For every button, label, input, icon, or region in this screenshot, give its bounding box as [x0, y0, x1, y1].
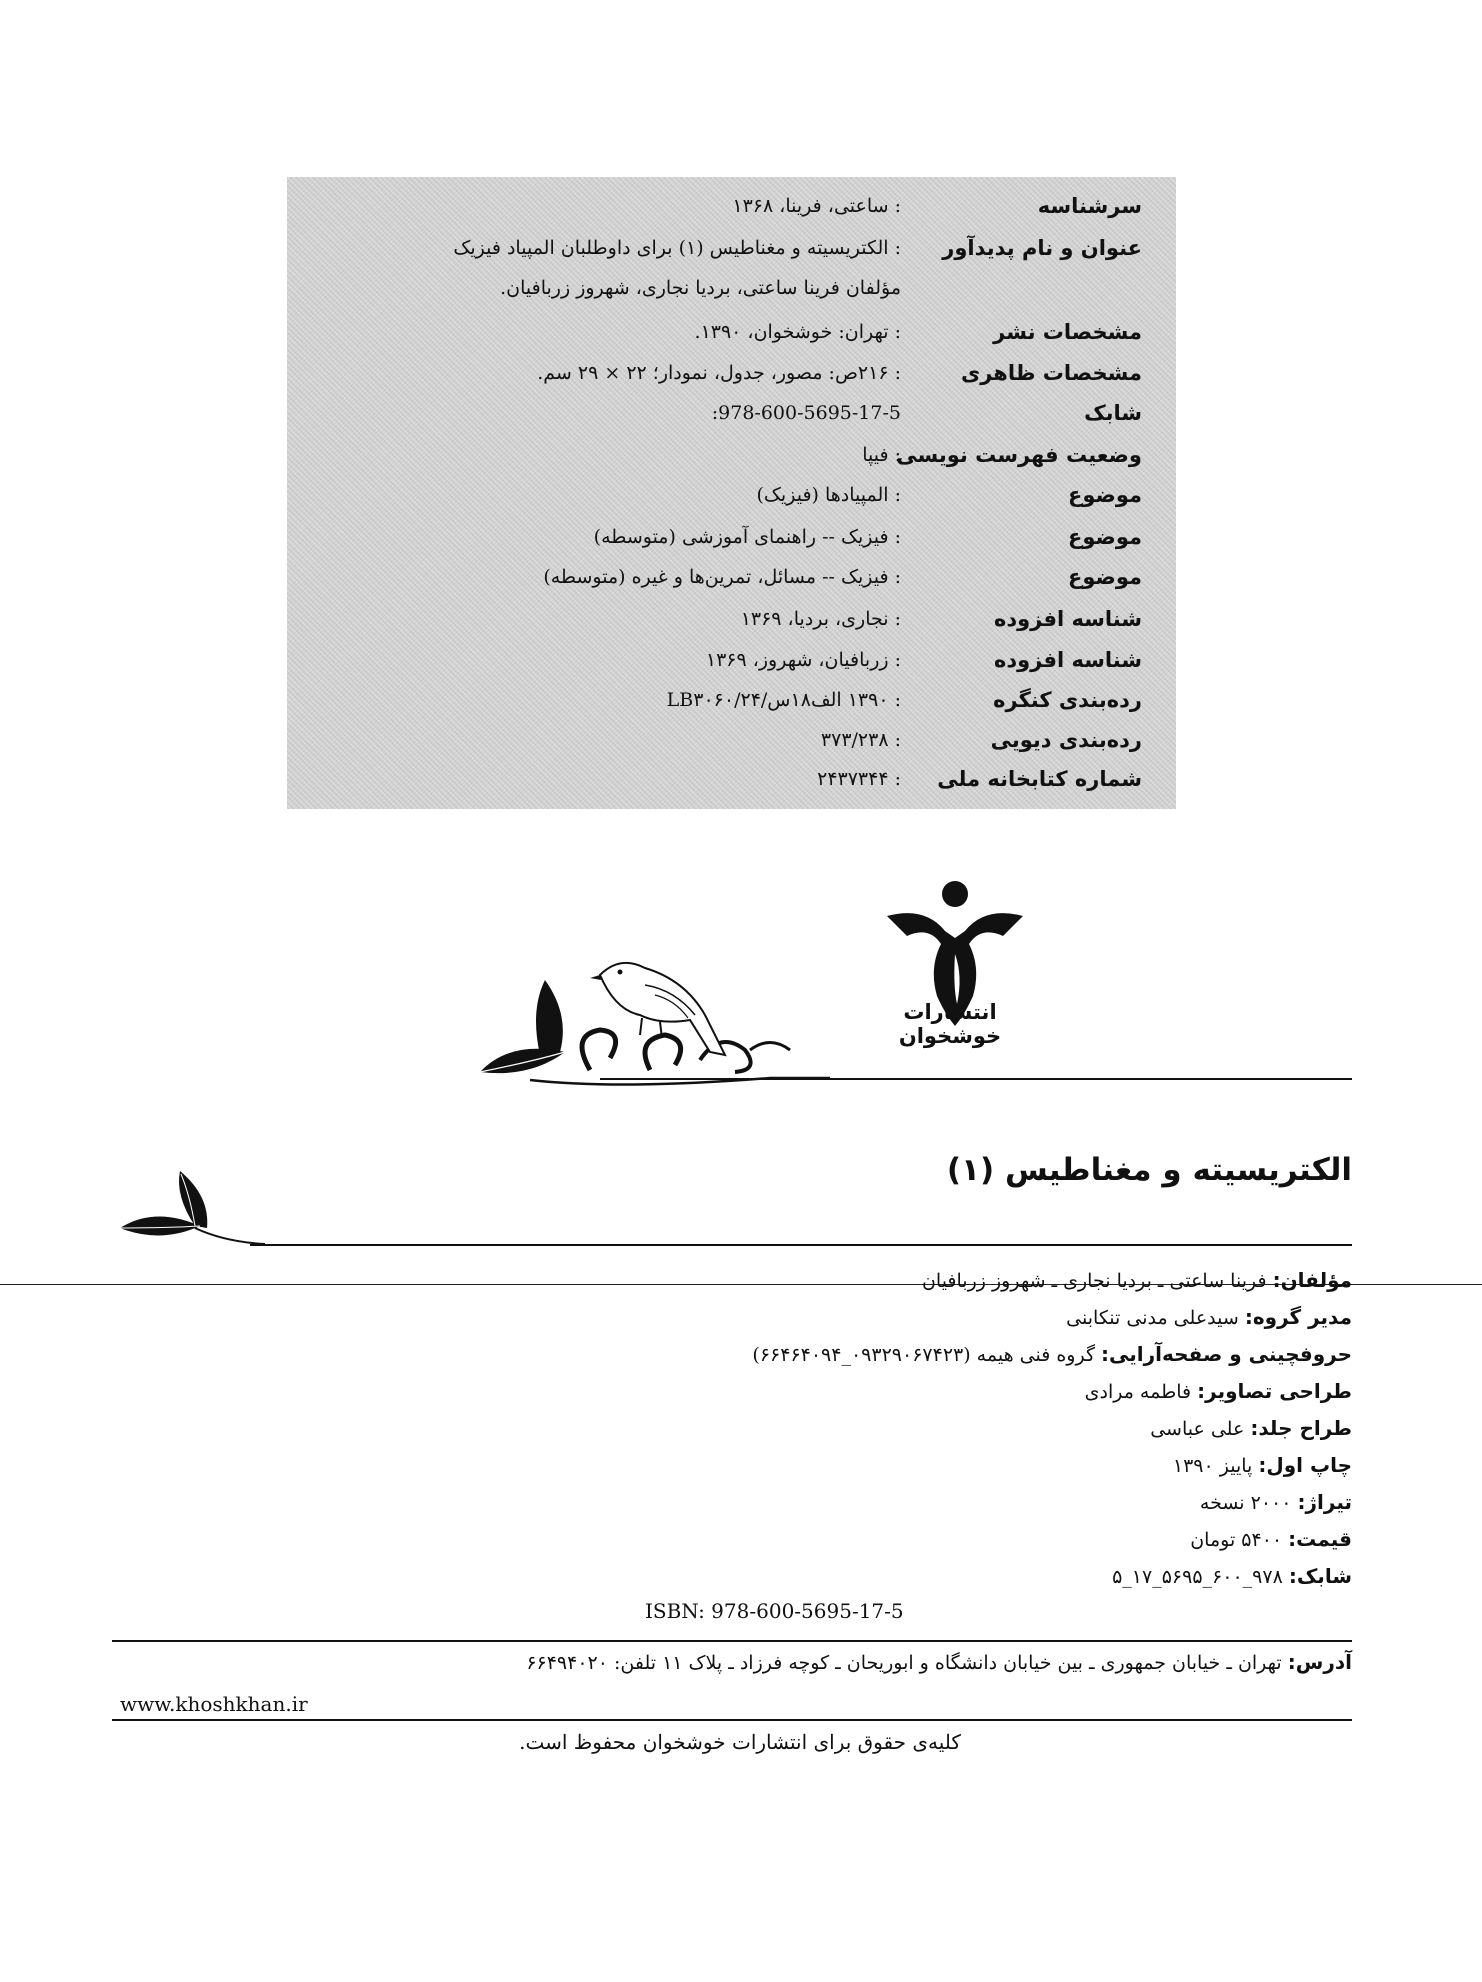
bird-ornament-icon [470, 940, 830, 1090]
website-link[interactable]: www.khoshkhan.ir [120, 1692, 308, 1716]
cip-label: عنوان و نام پدیدآور [942, 236, 1142, 260]
cip-row [287, 187, 1176, 225]
cip-value: : ۱۳۹۰ الف۱۸س/۲۴/LB۳۰۶۰ [666, 689, 901, 711]
cip-row [287, 681, 1176, 719]
credit-value: علی عباسی [1150, 1418, 1251, 1440]
cip-row [287, 600, 1176, 638]
credit-key: مدیر گروه: [1244, 1305, 1352, 1329]
cip-label: سرشناسه [1037, 194, 1142, 218]
credit-value: سیدعلی مدنی تنکابنی [1066, 1307, 1245, 1329]
address-line [352, 1643, 1352, 1682]
credit-group-manager [352, 1299, 1352, 1336]
cip-value: : فیزیک -- راهنمای آموزشی (متوسطه) [593, 526, 901, 548]
cip-label: موضوع [1068, 525, 1142, 549]
credit-key: مؤلفان: [1272, 1268, 1352, 1292]
cip-value: : نجاری، بردیا، ۱۳۶۹ [740, 608, 901, 630]
cip-value: مؤلفان فرینا ساعتی، بردیا نجاری، شهروز زربافیان. [500, 277, 901, 299]
credit-key: تیراژ: [1297, 1490, 1352, 1514]
cip-label: شناسه افزوده [993, 648, 1142, 672]
cip-value: : فیپا [862, 444, 901, 466]
credit-value: ۵۴۰۰ تومان [1190, 1529, 1289, 1551]
credit-cover-designer [352, 1410, 1352, 1447]
cip-row [287, 313, 1176, 351]
cip-label: شناسه افزوده [993, 607, 1142, 631]
cip-value: : ساعتی، فرینا، ۱۳۶۸ [732, 195, 901, 217]
cip-value: : تهران: خوشخوان، ۱۳۹۰. [694, 321, 901, 343]
credit-print-run [352, 1484, 1352, 1521]
cip-label: شماره کتابخانه ملی [937, 767, 1142, 791]
cip-label: رده‌بندی دیویی [990, 728, 1142, 752]
cip-row [287, 760, 1176, 798]
cip-row [287, 269, 1176, 307]
cip-label: وضعیت فهرست نویسی [896, 443, 1142, 467]
cip-label: موضوع [1068, 565, 1142, 589]
cip-row [287, 229, 1176, 267]
credit-key: حروفچینی و صفحه‌آرایی: [1101, 1342, 1352, 1366]
cip-value: : زربافیان، شهروز، ۱۳۶۹ [705, 649, 901, 671]
cip-row [287, 476, 1176, 514]
credit-key: طراحی تصاویر: [1197, 1379, 1352, 1403]
credit-price [352, 1521, 1352, 1558]
cip-value: : ۲۱۶ص: مصور، جدول، نمودار؛ ۲۲ × ۲۹ سم. [537, 362, 901, 384]
cip-row [287, 641, 1176, 679]
credit-key: قیمت: [1288, 1527, 1352, 1551]
cip-row [287, 721, 1176, 759]
address-key: آدرس: [1287, 1650, 1352, 1674]
cip-value: 978-600-5695-17-5: [711, 402, 901, 424]
cip-value: : المپیادها (فیزیک) [756, 484, 901, 506]
ornament-rule [600, 1078, 1352, 1080]
credit-authors [352, 1262, 1352, 1299]
address-value: تهران ـ خیابان جمهوری ـ بین خیابان دانشگاه و ابوریحان ـ کوچه فرزاد ـ پلاک ۱۱ تلفن: ۶۶۴۹۴۰۲۰ [526, 1652, 1288, 1674]
cataloging-box [287, 177, 1176, 809]
cip-label: موضوع [1068, 483, 1142, 507]
cip-label: رده‌بندی کنگره [993, 688, 1142, 712]
credit-key: طراح جلد: [1250, 1416, 1352, 1440]
title-rule [250, 1244, 1352, 1246]
cip-row [287, 394, 1176, 432]
leaf-ornament-icon [115, 1166, 265, 1246]
credit-typesetting [352, 1336, 1352, 1373]
cip-row [287, 558, 1176, 596]
credit-value: ۹۷۸_۶۰۰_۵۶۹۵_۱۷_۵ [1112, 1566, 1289, 1588]
cip-label: شابک [1084, 401, 1142, 425]
cip-value: : ۲۴۳۷۳۴۴ [817, 768, 901, 790]
cip-value: : ۳۷۳/۲۳۸ [820, 729, 901, 751]
book-title: الکتریسیته و مغناطیس (۱) [946, 1152, 1352, 1188]
cip-value: : الکتریسیته و مغناطیس (۱) برای داوطلبان المپیاد فیزیک [453, 237, 901, 259]
address-rule-top [112, 1640, 1352, 1642]
credit-key: چاپ اول: [1258, 1453, 1352, 1477]
cip-label: مشخصات ظاهری [960, 361, 1142, 385]
credit-first-print [352, 1447, 1352, 1484]
cip-row [287, 354, 1176, 392]
credit-value: ۲۰۰۰ نسخه [1199, 1492, 1298, 1514]
credits-block [352, 1262, 1352, 1595]
credit-value: پاییز ۱۳۹۰ [1172, 1455, 1259, 1477]
credit-value: گروه فنی هیمه (۰۹۳۲۹۰۶۷۴۲۳_۶۶۴۶۴۰۹۴) [752, 1344, 1102, 1366]
cip-row [287, 436, 1176, 474]
address-rule-bottom [112, 1719, 1352, 1721]
cip-label: مشخصات نشر [993, 320, 1142, 344]
cip-value: : فیزیک -- مسائل، تمرین‌ها و غیره (متوسطه) [543, 566, 901, 588]
cip-row [287, 518, 1176, 556]
credit-isbn [352, 1558, 1352, 1595]
isbn-latin: ISBN: 978-600-5695-17-5 [645, 1599, 904, 1623]
credit-key: شابک: [1288, 1564, 1352, 1588]
credit-illustrations [352, 1373, 1352, 1410]
credit-value: فرینا ساعتی ـ بردیا نجاری ـ شهروز زربافیان [921, 1270, 1273, 1292]
publisher-logo-text: انتشارات خوشخوان [898, 1000, 1002, 1048]
rights-notice: کلیه‌ی حقوق برای انتشارات خوشخوان محفوظ است. [519, 1730, 961, 1754]
credit-value: فاطمه مرادی [1084, 1381, 1198, 1403]
